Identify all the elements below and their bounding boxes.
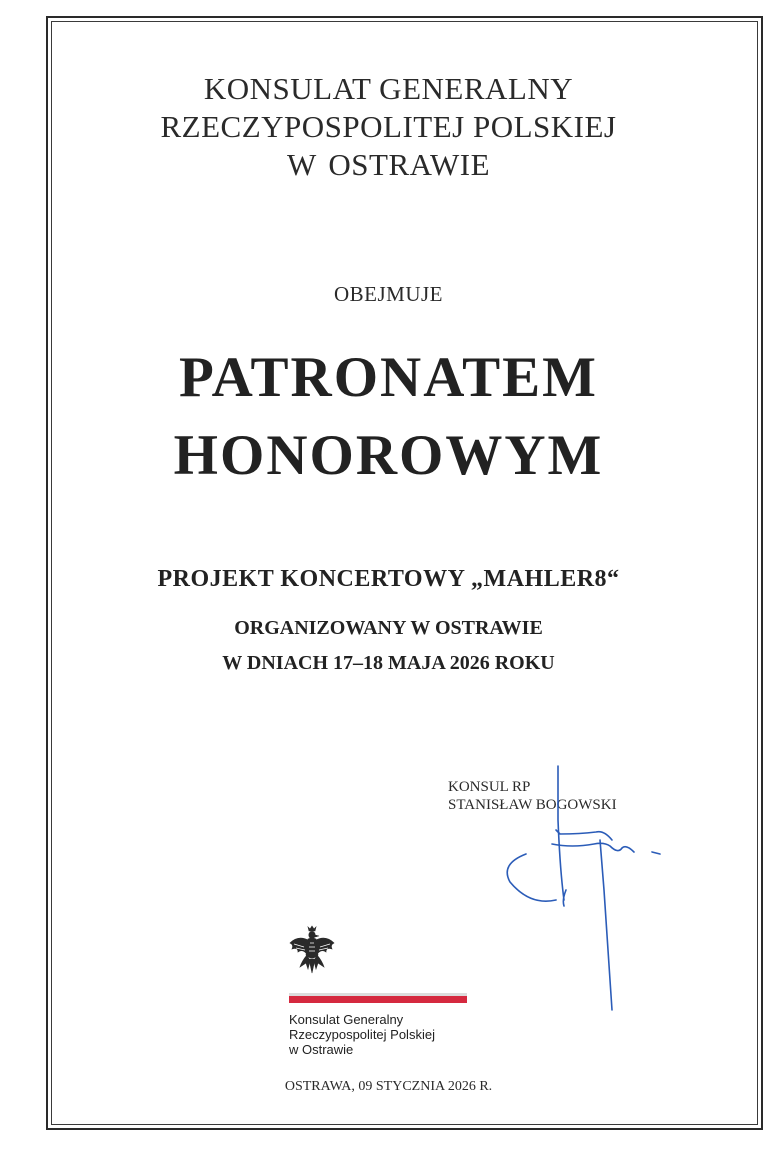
issuer-line-2: RZECZYPOSPOLITEJ POLSKIEJ <box>160 109 617 144</box>
logo-text-line-3: w Ostrawie <box>289 1042 354 1057</box>
title-line-1: PATRONATEM <box>179 346 598 409</box>
flag-red-stripe <box>289 996 467 1003</box>
logo-text-line-2: Rzeczypospolitej Polskiej <box>289 1027 435 1042</box>
place-and-date: OSTRAWA, 09 STYCZNIA 2026 R. <box>284 1079 493 1094</box>
signatory-role: KONSUL RP <box>448 779 531 795</box>
logo-text-line-1: Konsulat Generalny <box>289 1012 404 1027</box>
issuer-line-3: W OSTRAWIE <box>286 147 491 182</box>
polish-flag-bar <box>289 993 467 1003</box>
polish-eagle-icon <box>288 925 336 975</box>
issuer-line-1: KONSULAT GENERALNY <box>203 71 574 106</box>
signatory-name: STANISŁAW BOGOWSKI <box>448 797 617 813</box>
project-organized: ORGANIZOWANY W OSTRAWIE <box>234 617 543 639</box>
project-name: PROJEKT KONCERTOWY „MAHLER8“ <box>157 566 620 592</box>
handwritten-signature <box>500 760 680 1020</box>
project-dates: W DNIACH 17–18 MAJA 2026 ROKU <box>222 652 555 674</box>
title-line-2: HONOROWYM <box>173 424 604 487</box>
intro-text: OBEJMUJE <box>333 282 443 306</box>
